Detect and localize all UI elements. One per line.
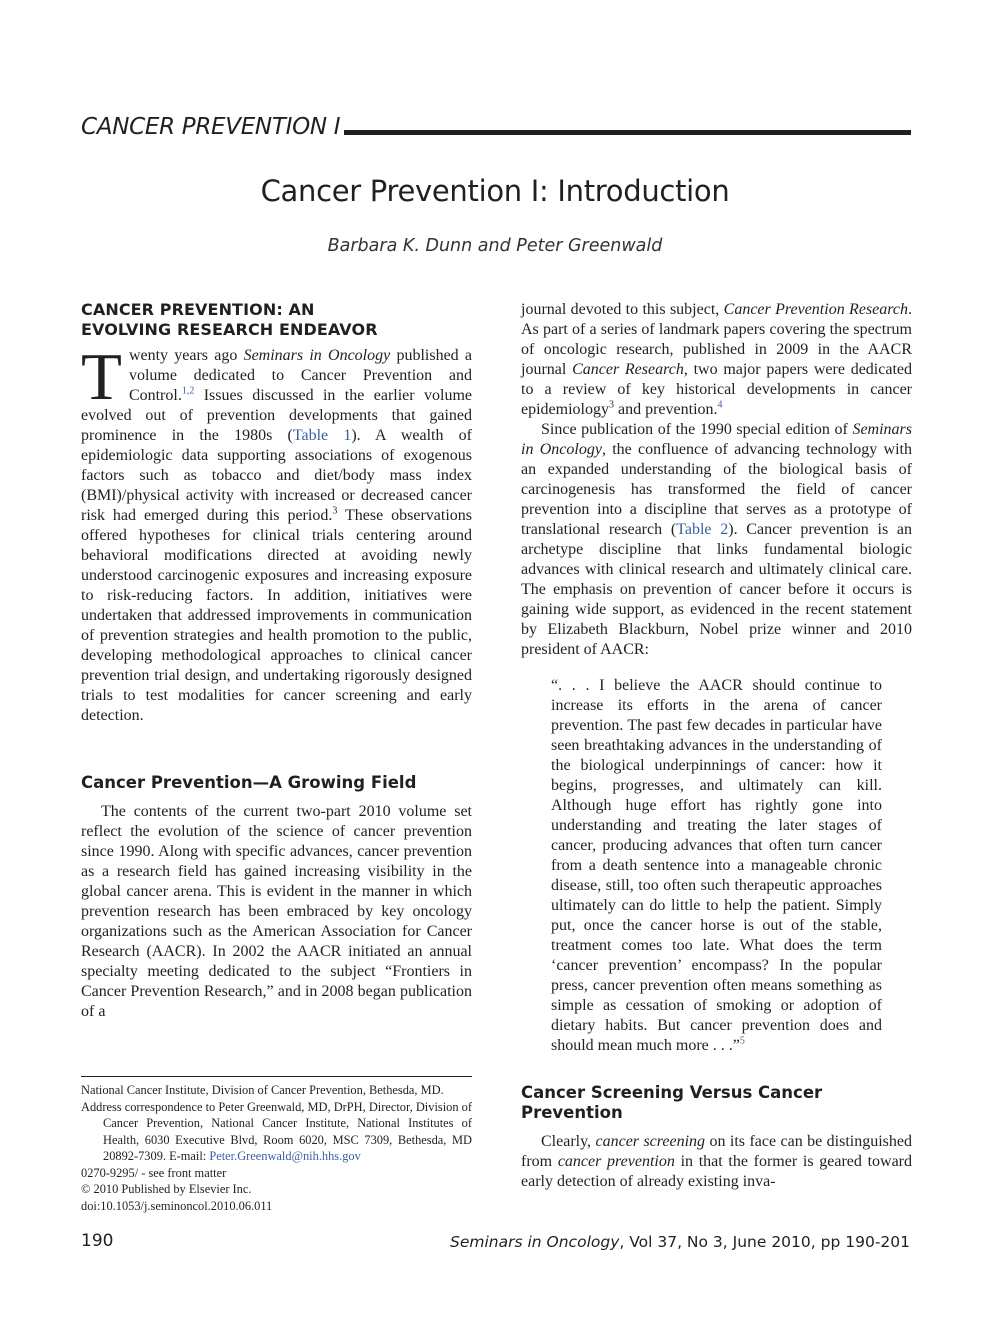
text-run: ). A wealth of epidemiologic data supporting associations of exogenous factors such as tobacco and diet/body mass index (BMI)/physical activity with increased or decreased cancer risk had emerged during this period.	[81, 427, 472, 524]
section-rule	[344, 130, 911, 135]
paragraph-growing-field: The contents of the current two-part 2010 volume set reflect the evolution of the science of cancer prevention since 1990. Along with specific advances, cancer prevention as a research field has gained increasing visibility in the global cancer arena. This is evident in the manner in which prevention research has been embraced by key oncology organizations such as the American Association for Cancer Research (AACR). In 2002 the AACR initiated an annual specialty meeting dedicated to the subject “Frontiers in Cancer Prevention Research,” and in 2008 began publication of a	[81, 803, 472, 1020]
email-link[interactable]: Peter.Greenwald@nih.hhs.gov	[209, 1149, 361, 1163]
paragraph-translational	[521, 420, 912, 660]
text-run: ). Cancer prevention is an archetype discipline that links fundamental biologic advances with clinical research and ultimately clinical care. The emphasis on prevention of cancer before it occurs is gaining wide support, as evidenced in the recent statement by Elizabeth Blackburn, Nobel prize winner and 2010 president of AACR:	[521, 521, 913, 658]
citation-ref[interactable]: 5	[739, 1035, 745, 1047]
text-run: , two major papers were dedicated to a review of key historical developments in cancer epidemiology	[521, 361, 912, 418]
journal-name: Seminars in Oncology	[243, 347, 391, 364]
text-run: . As part of a series of landmark papers covering the spectrum of oncologic research, published in 2009 in the AACR journal	[521, 301, 912, 378]
journal-citation-footer	[450, 1233, 910, 1251]
text-run: Clearly,	[541, 1133, 596, 1150]
article-authors: Barbara K. Dunn and Peter Greenwald	[327, 236, 663, 256]
article-title: Cancer Prevention I: Introduction	[260, 174, 730, 208]
heading-line-1: CANCER PREVENTION: AN	[81, 300, 315, 319]
section-heading-screening: Cancer Screening Versus Cancer Prevention	[521, 1083, 823, 1122]
table-2-link[interactable]: Table 2	[676, 521, 729, 538]
footnote-doi: doi:10.1053/j.seminoncol.2010.06.011	[81, 1198, 273, 1213]
table-1-link[interactable]: Table 1	[292, 427, 352, 444]
text-run: , the confluence of advancing technology with an expanded understanding of the biological basis of carcinogenesis has transformed the field of cancer prevention into a discipline that serves as a prototype of translational research (	[521, 441, 912, 538]
citation-ref: 3	[332, 505, 338, 517]
section-heading-growing-field: Cancer Prevention—A Growing Field	[81, 773, 417, 792]
footnotes	[81, 1076, 472, 1214]
page-number: 190	[81, 1231, 114, 1251]
footnote-address	[81, 1099, 472, 1165]
paragraph-screening	[521, 1132, 912, 1192]
text-run: wenty years ago	[128, 347, 244, 364]
text-run: in that the former is geared toward early detection of already existing inva-	[521, 1153, 913, 1190]
citation-ref[interactable]: 4	[717, 399, 723, 411]
text-run: Issues discussed in the earlier volume evolved out of prevention developments that gained prominence in the 1980s (	[81, 387, 472, 444]
paragraph-journal	[521, 300, 912, 420]
journal-name: Cancer Research	[572, 361, 684, 378]
text-run: Since publication of the 1990 special edition of	[541, 421, 853, 438]
journal-name: Seminars in Oncology	[450, 1233, 620, 1251]
footnote-affiliation: National Cancer Institute, Division of Cancer Prevention, Bethesda, MD.	[81, 1083, 444, 1097]
journal-name: Cancer Prevention Research	[723, 301, 908, 318]
right-column	[521, 300, 912, 1192]
text-run: These observations offered hypotheses for clinical trials centering around behavioral modifications directed at avoiding newly understood carcinogenic exposures and increasing exposure to risk-reducing factors. In addition, initiatives were undertaken that addressed improvements in communication of prevention strategies and health promotion to the public, developing methodological approaches to clinical cancer prevention trial design, and undertaking rigorously designed trials to test modalities for cancer screening and early detection.	[81, 507, 473, 724]
journal-name: Seminars in Oncology	[521, 421, 912, 458]
quote-text	[551, 676, 882, 1056]
section-heading-evolving	[81, 300, 472, 340]
citation-text: , Vol 37, No 3, June 2010, pp 190-201	[619, 1233, 910, 1251]
block-quote	[551, 676, 882, 1056]
quote-body: “. . . I believe the AACR should continue to increase its efforts in the arena of cancer prevention. The past few decades in particular have seen breathtaking advances in the understanding of the biological underpinnings of cancer: how it begins, progresses, and ultimately can kill. Although huge effort has rightly gone into understanding and treating the later stages of cancer, producing advances that often turn cancer from a death sentence into a manageable chronic disease, still, too often such therapeutic approaches ultimately can do little to help the patient. Simply put, once the cancer horse is out of the stable, treatment comes too late. What does the term ‘cancer prevention’ encompass? In the popular press, cancer prevention often means something as simple as cessation of smoking or adoption of dietary habits. But cancer prevention does and should mean much more . . .”	[551, 677, 882, 1054]
paragraph-intro	[81, 340, 473, 726]
address-text: Address correspondence to Peter Greenwald, MD, DrPH, Director, Division of Cancer Prevention, National Cancer Institute, National Institutes of Health, 6030 Executive Blvd, Room 6020, MSC 7309, Bethesda, MD 20892-7309. E-mail:	[81, 1099, 472, 1163]
text-run: journal devoted to this subject,	[521, 301, 724, 318]
emphasis: cancer screening	[595, 1133, 706, 1150]
citation-ref[interactable]: 1,2	[181, 385, 195, 397]
drop-cap: T	[81, 340, 122, 414]
text-run: on its face can be distinguished from	[521, 1133, 913, 1170]
footnote-copyright: © 2010 Published by Elsevier Inc.	[81, 1182, 252, 1196]
text-run: and prevention.	[613, 401, 718, 418]
heading-line-2: EVOLVING RESEARCH ENDEAVOR	[81, 320, 378, 339]
left-column	[81, 300, 472, 1022]
section-header	[81, 110, 911, 142]
emphasis: cancer prevention	[557, 1153, 675, 1170]
text-run: published a volume dedicated to Cancer Prevention and Control.	[128, 347, 473, 404]
section-label: CANCER PREVENTION I	[81, 114, 341, 140]
footnote-issn: 0270-9295/ - see front matter	[81, 1165, 227, 1180]
citation-ref: 3	[608, 399, 614, 411]
